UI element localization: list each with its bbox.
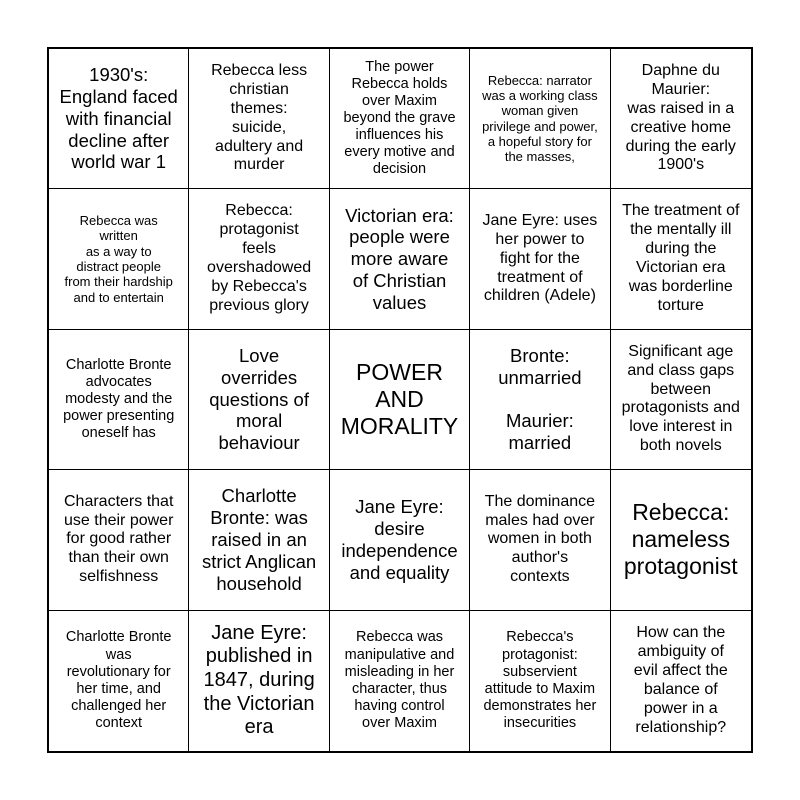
bingo-cell[interactable]: Love overrides questions of moral behaviour (189, 330, 329, 470)
bingo-cell[interactable]: 1930's: England faced with financial decline after world war 1 (49, 49, 189, 189)
bingo-cell[interactable]: Jane Eyre: desire independence and equality (330, 470, 470, 610)
bingo-cell[interactable]: Significant age and class gaps between protagonists and love interest in both novels (611, 330, 751, 470)
bingo-cell[interactable]: The power Rebecca holds over Maxim beyond the grave influences his every motive and decision (330, 49, 470, 189)
bingo-cell[interactable]: Rebecca less christian themes: suicide, adultery and murder (189, 49, 329, 189)
bingo-cell[interactable]: Rebecca was written as a way to distract people from their hardship and to entertain (49, 189, 189, 329)
bingo-cell[interactable]: Bronte: unmarried Maurier: married (470, 330, 610, 470)
bingo-cell[interactable]: Jane Eyre: published in 1847, during the Victorian era (189, 611, 329, 751)
bingo-cell[interactable]: Rebecca: nameless protagonist (611, 470, 751, 610)
bingo-cell[interactable]: Jane Eyre: uses her power to fight for the treatment of children (Adele) (470, 189, 610, 329)
bingo-center-cell: POWER AND MORALITY (330, 330, 470, 470)
bingo-cell[interactable]: Charlotte Bronte was revolutionary for her time, and challenged her context (49, 611, 189, 751)
bingo-cell[interactable]: Rebecca: narrator was a working class woman given privilege and power, a hopeful story for the masses, (470, 49, 610, 189)
bingo-board (47, 47, 753, 753)
bingo-cell[interactable]: Victorian era: people were more aware of Christian values (330, 189, 470, 329)
bingo-cell[interactable]: Rebecca: protagonist feels overshadowed by Rebecca's previous glory (189, 189, 329, 329)
bingo-cell[interactable]: The treatment of the mentally ill during the Victorian era was borderline torture (611, 189, 751, 329)
bingo-cell[interactable]: The dominance males had over women in both author's contexts (470, 470, 610, 610)
bingo-cell[interactable]: Rebecca's protagonist: subservient attitude to Maxim demonstrates her insecurities (470, 611, 610, 751)
bingo-cell[interactable]: Characters that use their power for good rather than their own selfishness (49, 470, 189, 610)
bingo-cell[interactable]: How can the ambiguity of evil affect the balance of power in a relationship? (633, 624, 728, 736)
bingo-cell[interactable]: Charlotte Bronte: was raised in an strict Anglican household (189, 470, 329, 610)
bingo-cell[interactable]: Charlotte Bronte advocates modesty and the power presenting oneself has (49, 330, 189, 470)
bingo-cell[interactable]: Daphne du Maurier: was raised in a creative home during the early 1900's (611, 49, 751, 189)
bingo-cell[interactable]: Rebecca was manipulative and misleading in her character, thus having control over Maxim (330, 611, 470, 751)
